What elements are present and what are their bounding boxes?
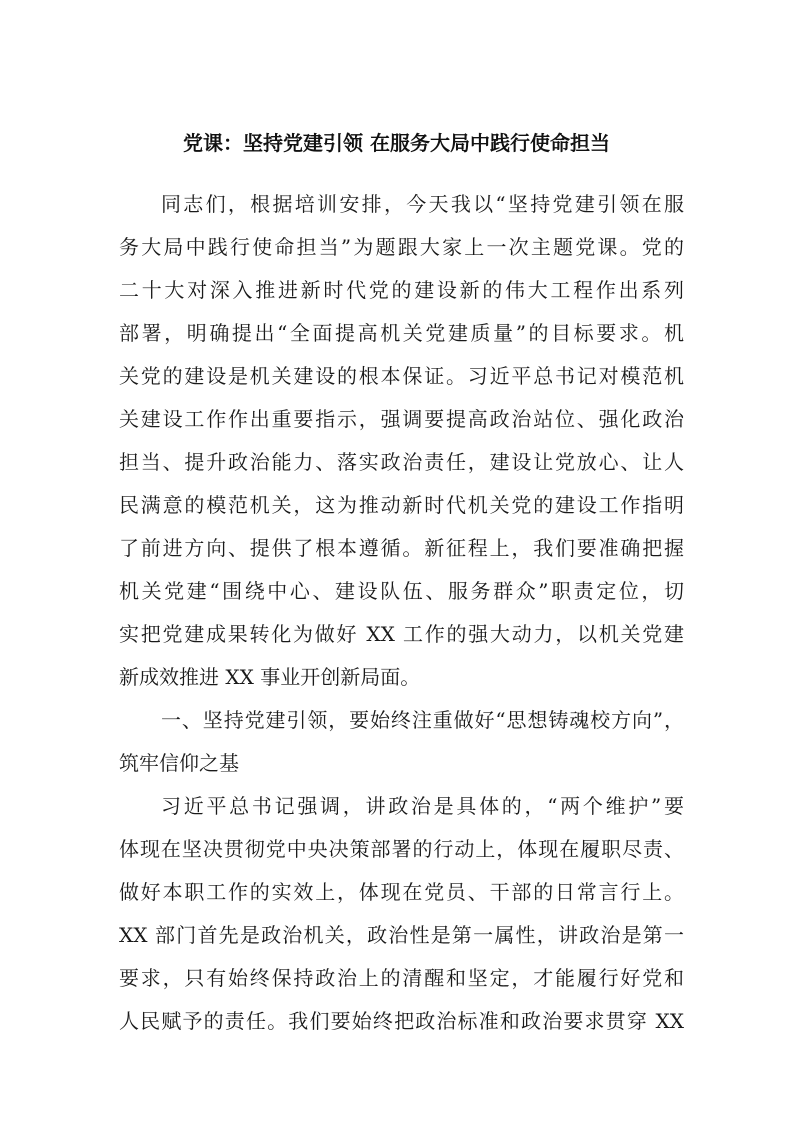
body-line: 了前进方向、提供了根本遵循。新征程上，我们要准确把握 <box>119 536 684 560</box>
body-line: 做好本职工作的实效上，体现在党员、干部的日常言行上。 <box>119 880 684 904</box>
body-line: 要求，只有始终保持政治上的清醒和坚定，才能履行好党和 <box>119 966 684 990</box>
body-line: 实把党建成果转化为做好 XX 工作的强大动力，以机关党建 <box>119 622 684 646</box>
body-line: 习近平总书记强调，讲政治是具体的，“两个维护”要 <box>161 794 684 818</box>
body-line: 务大局中践行使命担当”为题跟大家上一次主题党课。党的 <box>119 235 684 259</box>
body-line: 体现在坚决贯彻党中央决策部署的行动上，体现在履职尽责、 <box>119 837 684 861</box>
body-line: 部署，明确提出“全面提高机关党建质量”的目标要求。机 <box>119 321 684 345</box>
body-line: XX 部门首先是政治机关，政治性是第一属性，讲政治是第一 <box>119 923 684 947</box>
body-line: 新成效推进 XX 事业开创新局面。 <box>119 665 421 689</box>
body-line: 二十大对深入推进新时代党的建设新的伟大工程作出系列 <box>119 278 684 302</box>
section-heading-line: 筑牢信仰之基 <box>119 751 239 775</box>
body-line: 关党的建设是机关建设的根本保证。习近平总书记对模范机 <box>119 364 684 388</box>
body-line: 同志们，根据培训安排，今天我以“坚持党建引领在服 <box>161 192 684 216</box>
document-title: 党课：坚持党建引领 在服务大局中践行使命担当 <box>183 131 610 155</box>
body-line: 担当、提升政治能力、落实政治责任，建设让党放心、让人 <box>119 450 684 474</box>
section-heading-line: 一、坚持党建引领，要始终注重做好“思想铸魂校方向”， <box>161 708 684 732</box>
body-line: 人民赋予的责任。我们要始终把政治标准和政治要求贯穿 XX <box>119 1009 684 1033</box>
body-line: 机关党建“围绕中心、建设队伍、服务群众”职责定位，切 <box>119 579 684 603</box>
body-line: 民满意的模范机关，这为推动新时代机关党的建设工作指明 <box>119 493 684 517</box>
body-line: 关建设工作作出重要指示，强调要提高政治站位、强化政治 <box>119 407 684 431</box>
